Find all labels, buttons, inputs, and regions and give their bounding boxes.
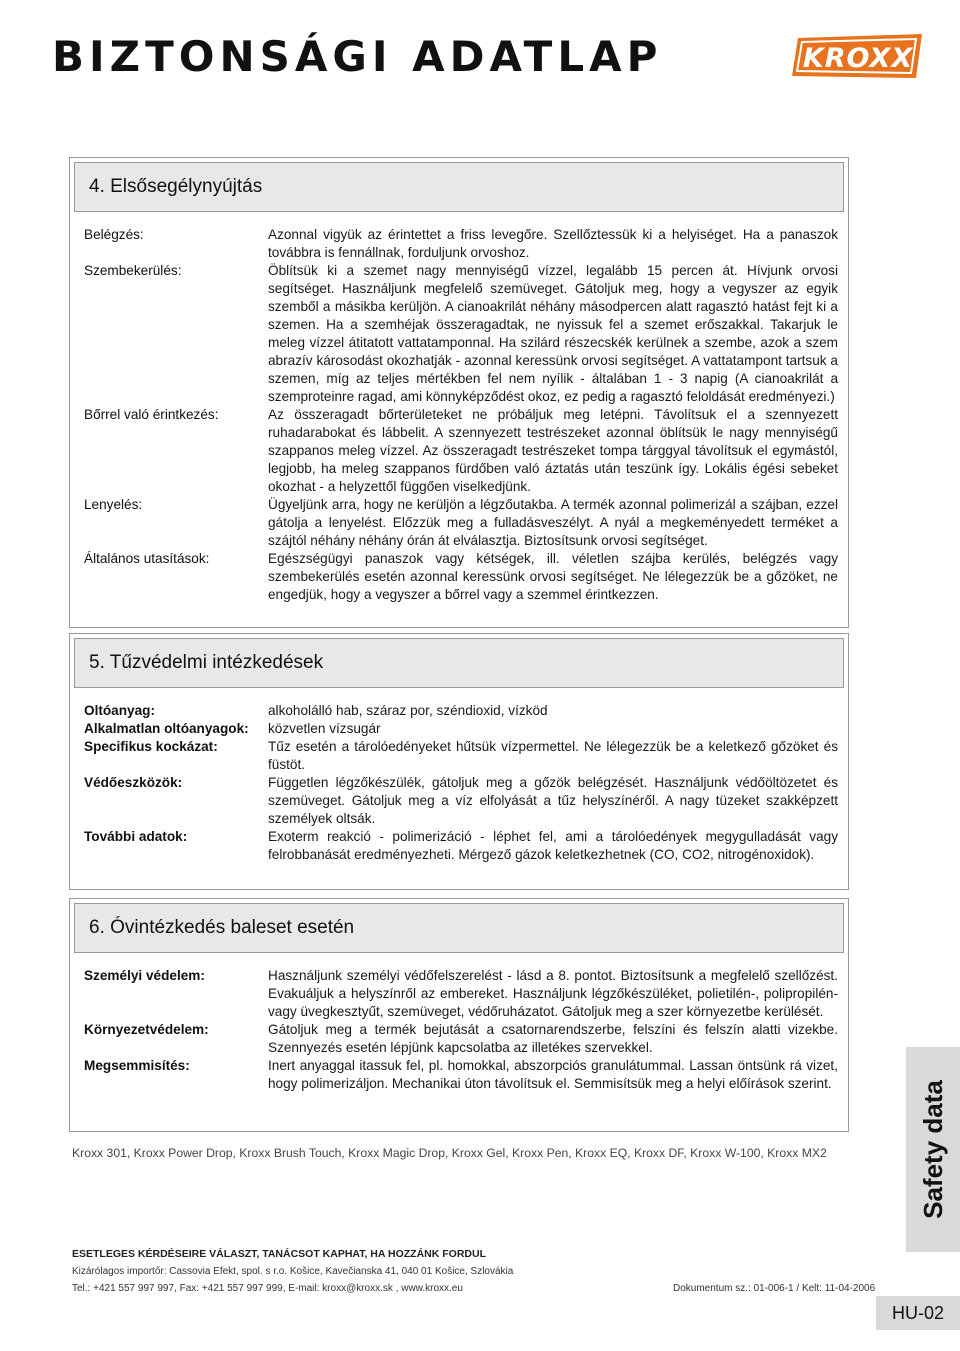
row-unsuitable-media: [84, 720, 838, 738]
section-accidental-release: [69, 898, 849, 1132]
row-inhalation: [84, 226, 838, 262]
page-number: HU-02: [876, 1296, 960, 1330]
row-skin-contact: [84, 406, 838, 496]
row-text: Az összeragadt bőrterületeket ne próbáljuk meg letépni. Távolítsuk el a szennyezett ruhadarabokat és lábbelit. A szennyezett testrészeket azonnal öblítsük le nagy mennyiségű szappanos meleg vízzel. Az összeragadt testrészeket tompa tárggyal távolítsuk el egymástól, legjobb, ha meleg szappanos fürdőben való áztatás után teszünk így. Lokális égési sebeket okozhat - a helyzettől függően viselkedjünk.: [268, 407, 838, 494]
document-number: Dokumentum sz.: 01-006-1 / Kelt: 11-04-2006: [673, 1283, 876, 1294]
row-general: [84, 550, 838, 604]
row-text: Gátoljuk meg a termék bejutását a csatornarendszerbe, felszíni és felszín alatti vizekbe. Szennyezés esetén lépjünk kapcsolatba az illetékes szervekkel.: [268, 1022, 838, 1055]
row-further-info: [84, 828, 838, 864]
row-label: Lenyelés:: [84, 497, 143, 512]
row-personal-protection: [84, 967, 838, 1021]
row-label: További adatok:: [84, 829, 188, 844]
row-label: Környezetvédelem:: [84, 1022, 209, 1037]
row-text: Azonnal vigyük az érintettet a friss levegőre. Szellőztessük ki a helyiséget. Ha a panaszok továbbra is fennállnak, forduljunk orvoshoz.: [268, 227, 838, 260]
row-disposal: [84, 1057, 838, 1093]
contact-info: Tel.: +421 557 997 997, Fax: +421 557 997 999, E-mail: kroxx@kroxx.sk , www.kroxx.eu: [72, 1283, 463, 1294]
row-extinguishing-media: [84, 702, 838, 720]
row-label: Specifikus kockázat:: [84, 739, 218, 754]
row-text: Tűz esetén a tárolóedényeket hűtsük vízpermettel. Ne lélegezzük be a keletkező gőzöket és füstöt.: [268, 739, 838, 772]
row-text: alkoholálló hab, száraz por, széndioxid, vízköd: [268, 703, 548, 718]
footer-heading: ESETLEGES KÉRDÉSEIRE VÁLASZT, TANÁCSOT KAPHAT, HA HOZZÁNK FORDUL: [72, 1248, 486, 1260]
row-label: Védőeszközök:: [84, 775, 183, 790]
row-label: Általános utasítások:: [84, 551, 210, 566]
row-specific-risk: [84, 738, 838, 774]
row-label: Belégzés:: [84, 227, 144, 242]
row-ingestion: [84, 496, 838, 550]
row-eye-contact: [84, 262, 838, 406]
svg-text:KROXX: KROXX: [802, 43, 914, 74]
row-label: Bőrrel való érintkezés:: [84, 407, 219, 422]
row-text: Öblítsük ki a szemet nagy mennyiségű vízzel, legalább 15 percen át. Hívjunk orvosi segítséget. Használjunk megfelelő szemüveget. Gátoljuk meg, hogy a vegyszer az egyik szemből a másikba kerüljön. A cianoakrilát néhány másodpercen alatt ragasztó hatást fejt ki a szemen. Ha a szemhéjak összeragadtak, ne nyissuk fel a szemet erőszakkal. Takarjuk le meleg vízzel átitatott vattatamponnal. Ha szilárd részecskék kerülnek a szembe, azok a szem abrazív károsodást okozhatják - azonnal keressünk orvosi segítséget. A vattatampont tartsuk a szemen, míg az teljes mértékben fel nem nyílik - általában 1 - 3 napig (A cianoakrilát a szemproteinre ragad, ami könnyképződést okoz, ez pedig a ragasztó feloldását eredményezi.): [268, 263, 838, 404]
row-text: Egészségügyi panaszok vagy kétségek, ill. véletlen szájba kerülés, belégzés vagy szembekerülés esetén azonnal keressünk orvosi segítséget. Ne lélegezzük be a gőzöket, ne engedjük, hogy a vegyszer a bőrrel vagy a szemmel érintkezzen.: [268, 551, 838, 602]
row-label: Oltóanyag:: [84, 703, 155, 718]
kroxx-logo: [790, 30, 930, 82]
section-title: 6. Óvintézkedés baleset esetén: [74, 903, 844, 953]
row-label: Megsemmisítés:: [84, 1058, 190, 1073]
row-label: Szembekerülés:: [84, 263, 182, 278]
row-text: Exoterm reakció - polimerizáció - léphet fel, ami a tárolóedények megygulladását vagy felrobbanását eredményezheti. Mérgező gázok keletkezhetnek (CO, CO2, nitrogénoxidok).: [268, 829, 838, 862]
row-text: Inert anyaggal itassuk fel, pl. homokkal, abszorpciós granulátummal. Lassan öntsünk rá vizet, hogy polimerizáljon. Mechanikai úton távolítsuk el. Semmisítsük meg a helyi előírások szerint.: [268, 1058, 838, 1091]
importer-info: Kizárólagos importőr: Cassovia Efekt, spol. s r.o. Košice, Kavečianska 41, 040 01 Košice, Szlovákia: [72, 1266, 514, 1277]
row-text: közvetlen vízsugár: [268, 721, 381, 736]
row-protective-equipment: [84, 774, 838, 828]
row-label: Alkalmatlan oltóanyagok:: [84, 721, 249, 736]
section-title: 4. Elsősegélynyújtás: [74, 162, 844, 212]
row-environmental-protection: [84, 1021, 838, 1057]
side-label: [906, 1047, 960, 1252]
document-title: BIZTONSÁGI ADATLAP: [52, 32, 663, 81]
section-fire-measures: [69, 633, 849, 890]
row-text: Ügyeljünk arra, hogy ne kerüljön a légzőutakba. A termék azonnal polimerizál a szájban, ezzel gátolja a lenyelést. Előzzük meg a fulladásveszélyt. A nyál a megkeményedett terméket a szájtól néhány néhány órán át elválasztja. Biztosítsunk orvosi segítséget.: [268, 497, 838, 548]
row-text: Használjunk személyi védőfelszerelést - lásd a 8. pontot. Biztosítsunk a megfelelő szellőzést. Evakuáljuk a helyszínről az embereket. Használjunk légzőkészüléket, polietilén-, polipropilén- vagy üvegkesztyűt, szemüveget, védőruházatot. Gátoljuk meg a szer környezetbe kerülését.: [268, 968, 838, 1019]
side-label-text: Safety data: [917, 1080, 948, 1219]
product-list: Kroxx 301, Kroxx Power Drop, Kroxx Brush Touch, Kroxx Magic Drop, Kroxx Gel, Kroxx Pen, Kroxx EQ, Kroxx DF, Kroxx W-100, Kroxx MX2: [72, 1146, 827, 1160]
row-text: Független légzőkészülék, gátoljuk meg a gőzök belégzését. Használjunk védőöltözetet és szemüveget. Gátoljuk meg a víz elfolyását a tűz helyszínéről. A nagy tüzeket szakképzett személyek oltsák.: [268, 775, 838, 826]
row-label: Személyi védelem:: [84, 968, 205, 983]
section-first-aid: [69, 157, 849, 628]
section-title: 5. Tűzvédelmi intézkedések: [74, 638, 844, 688]
